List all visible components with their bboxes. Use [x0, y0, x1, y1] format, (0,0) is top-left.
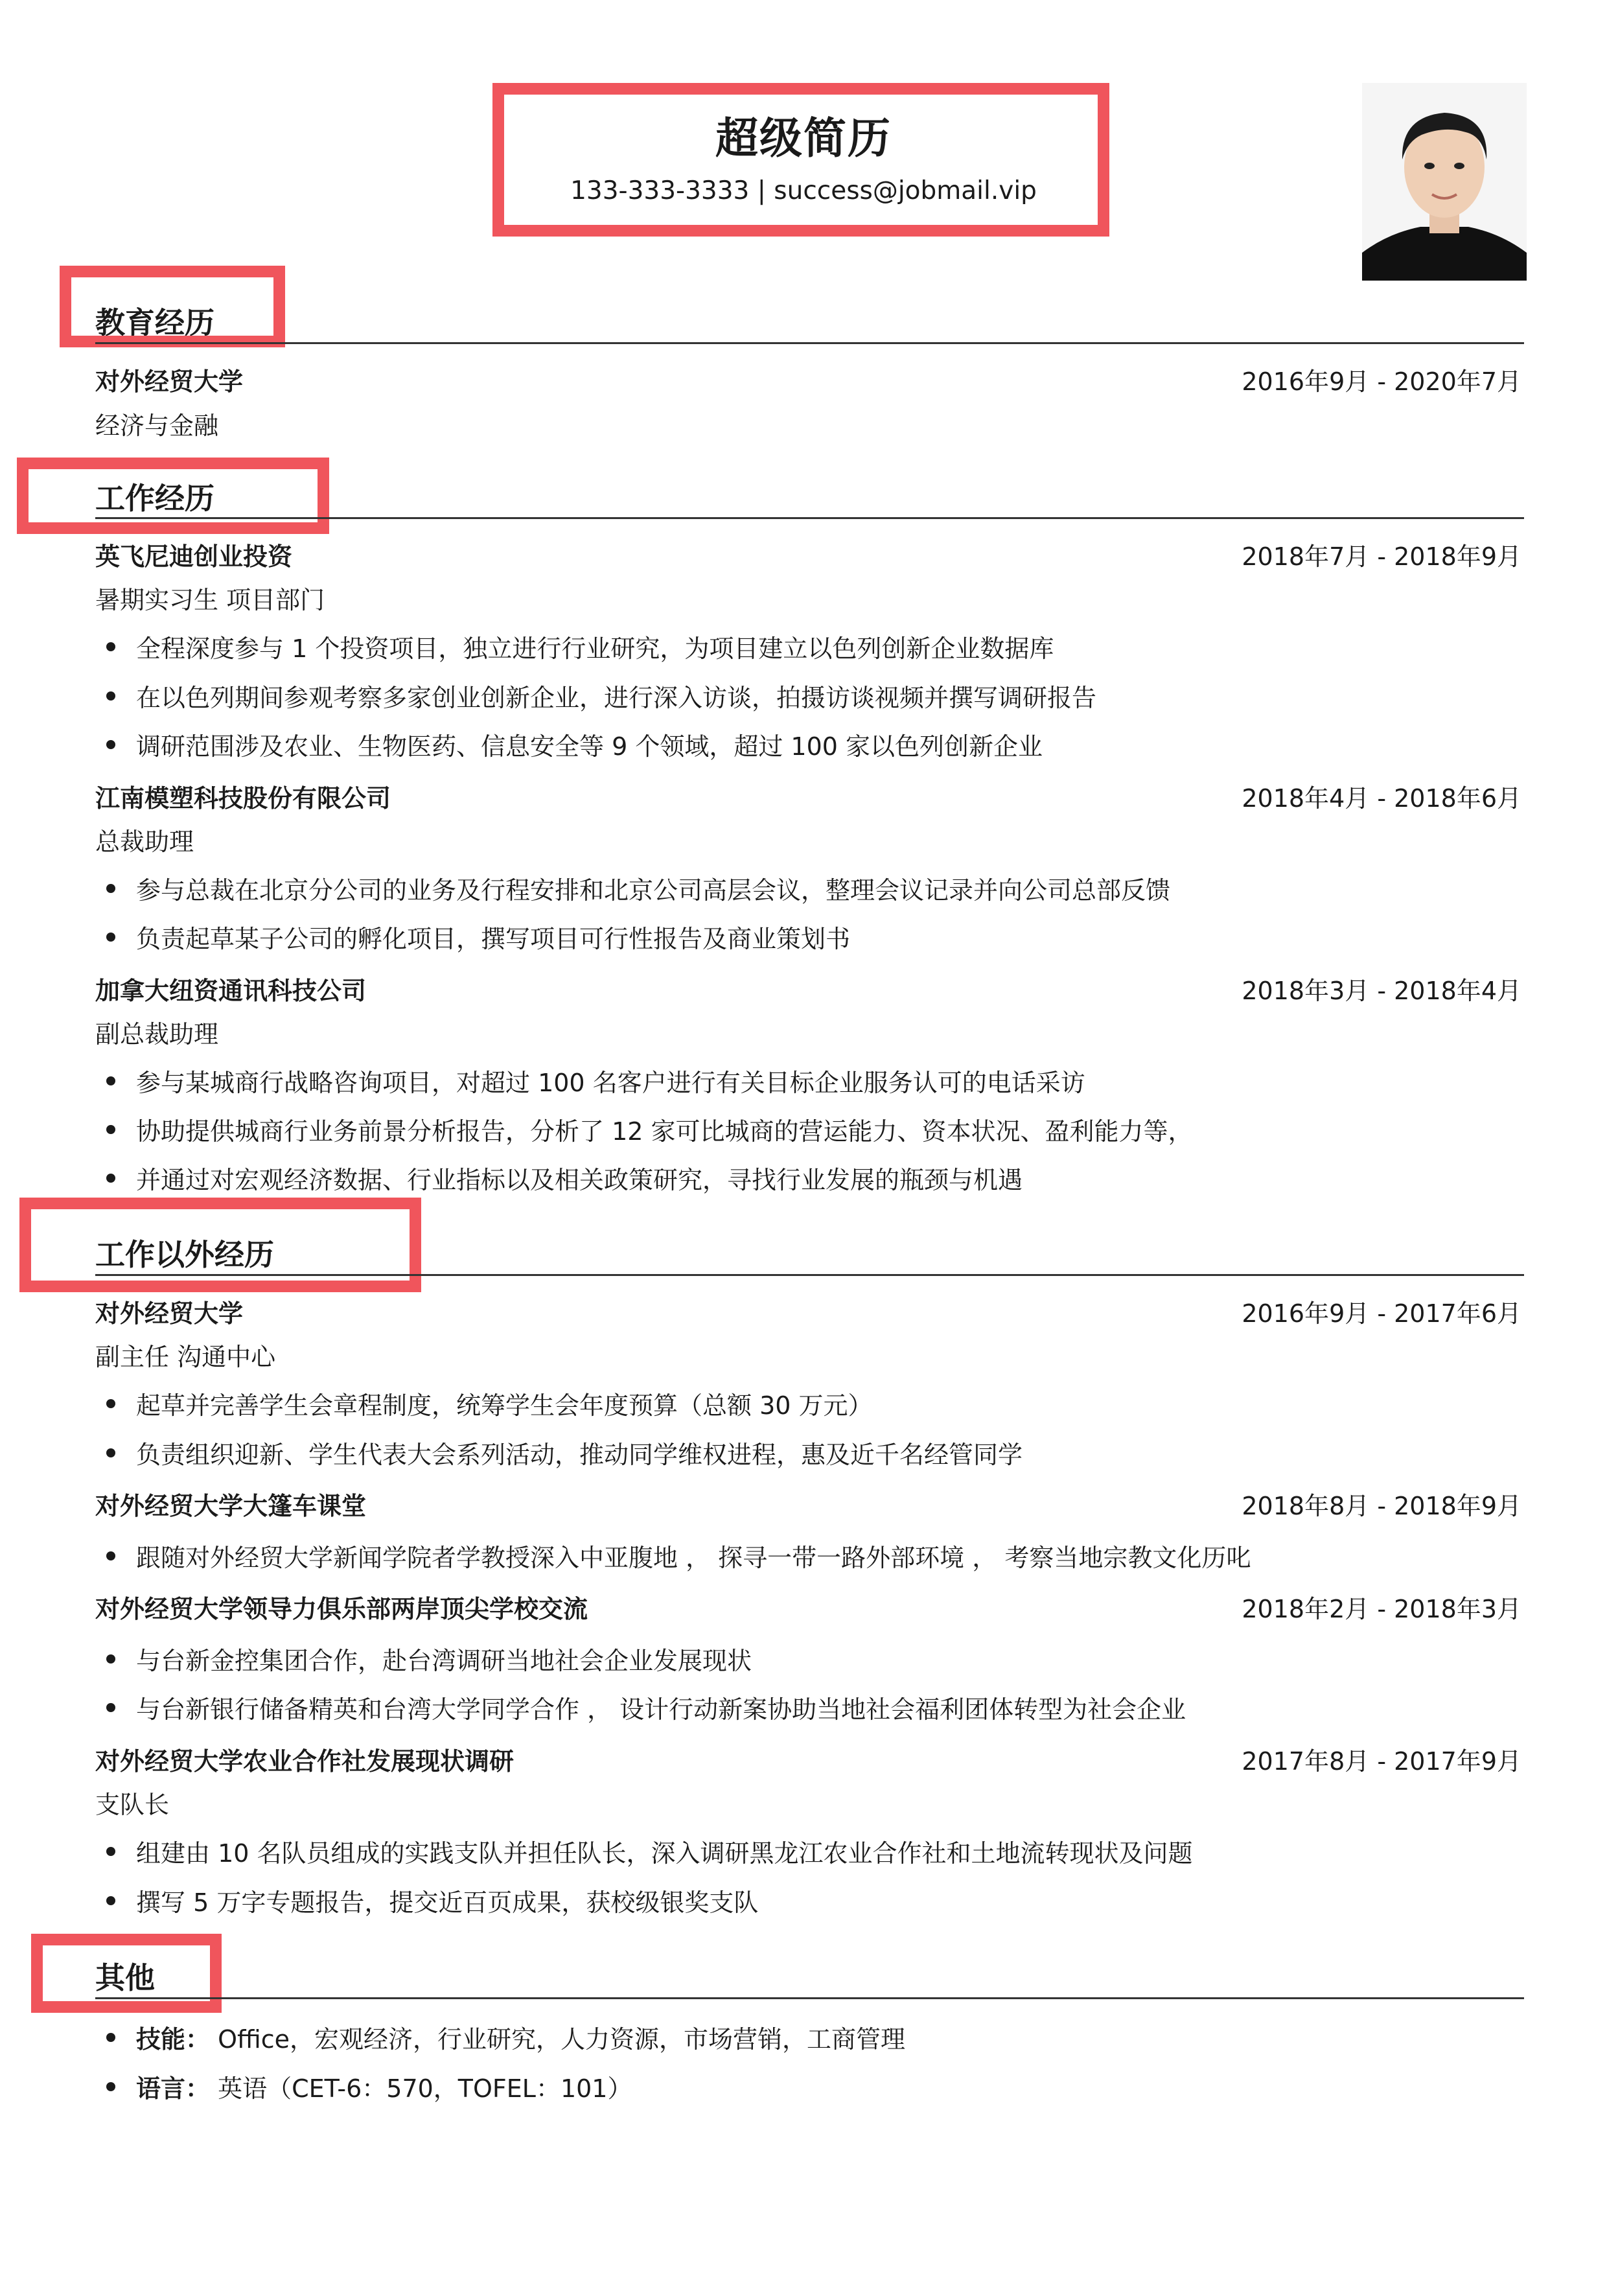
section-title-extra: 工作以外经历 [95, 1237, 274, 1272]
extra-date: 2016年9月 - 2017年6月 [1242, 1299, 1521, 1328]
education-major: 经济与金融 [95, 412, 219, 440]
list-item: 参与总裁在北京分公司的业务及行程安排和北京公司高层会议，整理会议记录并向公司总部反馈 [136, 870, 1170, 906]
list-item: 负责起草某子公司的孵化项目，撰写项目可行性报告及商业策划书 [136, 919, 850, 955]
language-value: 英语（CET-6：570，TOFEL：101） [218, 2074, 632, 2103]
list-item: 负责组织迎新、学生代表大会系列活动，推动同学维权进程，惠及近千名经管同学 [136, 1435, 1023, 1470]
language-label: 语言： [136, 2074, 211, 2103]
work-role: 暑期实习生 项目部门 [95, 586, 325, 614]
resume-title: 超级简历 [715, 113, 892, 163]
skills-value: Office，宏观经济，行业研究，人力资源，市场营销，工商管理 [218, 2025, 906, 2054]
extra-role: 支队长 [95, 1791, 170, 1819]
section-title-education: 教育经历 [95, 305, 214, 340]
work-date: 2018年7月 - 2018年9月 [1242, 542, 1521, 571]
work-date: 2018年4月 - 2018年6月 [1242, 784, 1521, 813]
list-item: 参与某城商行战略咨询项目，对超过 100 名客户进行有关目标企业服务认可的电话采访 [136, 1063, 1085, 1098]
section-divider [95, 517, 1524, 519]
avatar [1362, 83, 1527, 281]
extra-organization: 对外经贸大学农业合作社发展现状调研 [95, 1747, 514, 1776]
work-role: 总裁助理 [95, 828, 194, 856]
highlight-box-header [492, 83, 1109, 237]
extra-role: 副主任 沟通中心 [95, 1343, 276, 1371]
contact-line: 133-333-3333 | success@jobmail.vip [570, 176, 1037, 205]
section-divider [95, 1997, 1524, 1999]
list-item: 在以色列期间参观考察多家创业创新企业，进行深入访谈，拍摄访谈视频并撰写调研报告 [136, 678, 1096, 713]
list-item: 全程深度参与 1 个投资项目，独立进行行业研究，为项目建立以色列创新企业数据库 [136, 629, 1054, 664]
list-item: 起草并完善学生会章程制度，统筹学生会年度预算（总额 30 万元） [136, 1386, 873, 1421]
section-title-other: 其他 [95, 1960, 155, 1995]
section-divider [95, 342, 1524, 344]
skills-label: 技能： [136, 2025, 211, 2054]
education-date: 2016年9月 - 2020年7月 [1242, 367, 1521, 396]
extra-date: 2018年2月 - 2018年3月 [1242, 1595, 1521, 1623]
highlight-box-other [31, 1934, 222, 2013]
highlight-box-education [60, 266, 285, 347]
extra-organization: 对外经贸大学 [95, 1299, 244, 1328]
list-item: 撰写 5 万字专题报告，提交近百页成果，获校级银奖支队 [136, 1883, 758, 1918]
section-divider [95, 1274, 1524, 1276]
extra-organization: 对外经贸大学大篷车课堂 [95, 1492, 367, 1520]
work-role: 副总裁助理 [95, 1020, 219, 1049]
skills-item [136, 2019, 905, 2055]
list-item: 组建由 10 名队员组成的实践支队并担任队长，深入调研黑龙江农业合作社和土地流转现状及问题 [136, 1833, 1193, 1869]
list-item: 跟随对外经贸大学新闻学院者学教授深入中亚腹地 ， 探寻一带一路外部环境 ， 考察当地宗教文化历叱 [136, 1538, 1251, 1573]
section-title-work: 工作经历 [95, 481, 214, 516]
extra-date: 2017年8月 - 2017年9月 [1242, 1747, 1521, 1776]
highlight-box-extra [19, 1198, 421, 1292]
language-item [136, 2069, 632, 2104]
list-item: 与台新银行储备精英和台湾大学同学合作 ， 设计行动新案协助当地社会福利团体转型为社会企业 [136, 1689, 1186, 1725]
list-item: 协助提供城商行业务前景分析报告，分析了 12 家可比城商的营运能力、资本状况、盈利能力等， [136, 1111, 1193, 1147]
list-item: 调研范围涉及农业、生物医药、信息安全等 9 个领域，超过 100 家以色列创新企业 [136, 726, 1043, 762]
list-item: 与台新金控集团合作，赴台湾调研当地社会企业发展现状 [136, 1641, 752, 1676]
list-item: 并通过对宏观经济数据、行业指标以及相关政策研究，寻找行业发展的瓶颈与机遇 [136, 1160, 1023, 1196]
education-school: 对外经贸大学 [95, 367, 244, 396]
work-company: 江南模塑科技股份有限公司 [95, 784, 391, 813]
work-date: 2018年3月 - 2018年4月 [1242, 977, 1521, 1005]
extra-organization: 对外经贸大学领导力俱乐部两岸顶尖学校交流 [95, 1595, 588, 1623]
highlight-box-work [17, 458, 329, 534]
avatar-photo [1362, 83, 1527, 281]
work-company: 加拿大纽资通讯科技公司 [95, 977, 367, 1005]
extra-date: 2018年8月 - 2018年9月 [1242, 1492, 1521, 1520]
work-company: 英飞尼迪创业投资 [95, 542, 293, 571]
